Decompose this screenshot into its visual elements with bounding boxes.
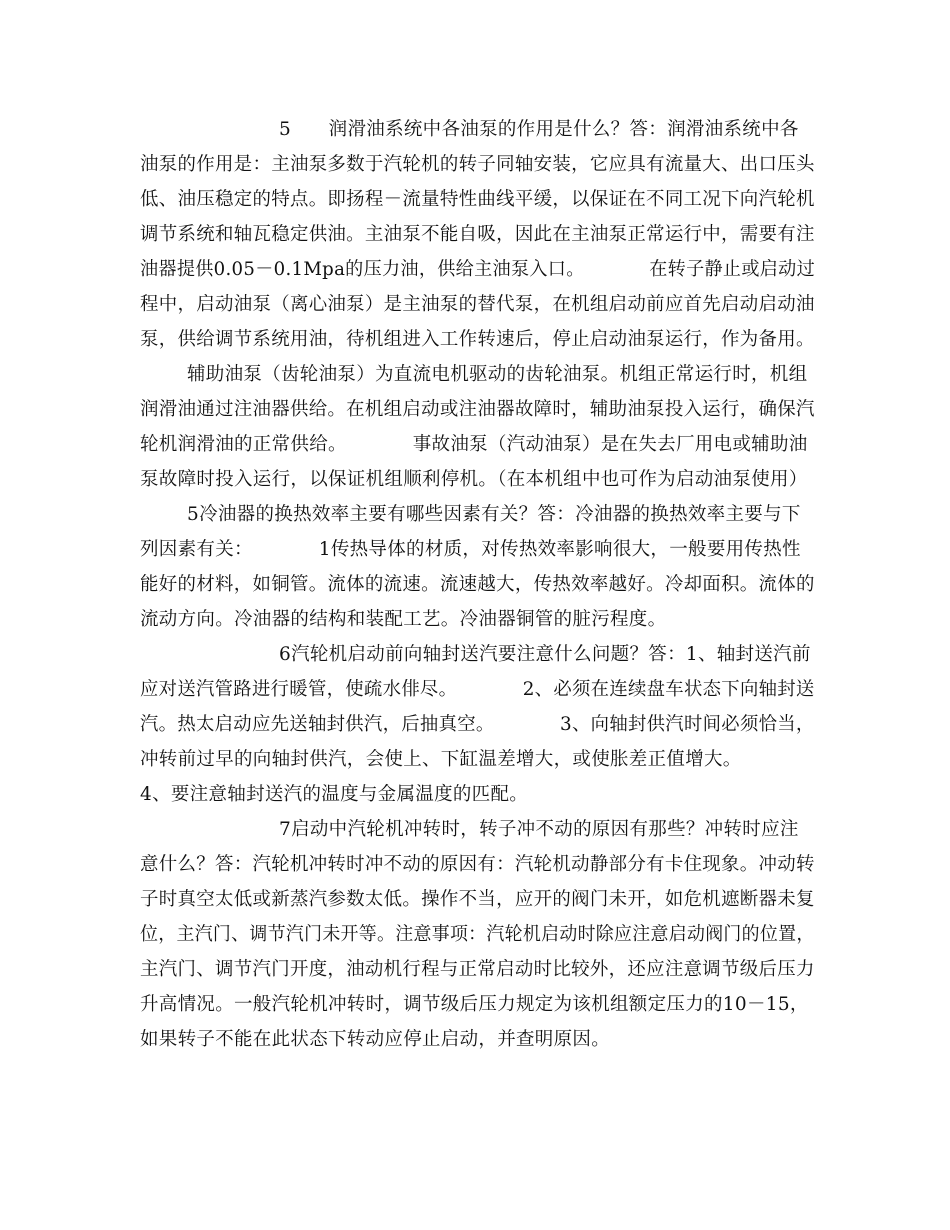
text-line: 油泵的作用是：主油泵多数于汽轮机的转子同轴安装，它应具有流量大、出口压头 [140, 154, 815, 175]
text-line: 辅助油泵（齿轮油泵）为直流电机驱动的齿轮油泵。机组正常运行时，机组 [187, 364, 808, 385]
text-line: 意什么？答：汽轮机冲转时冲不动的原因有：汽轮机动静部分有卡住现象。冲动转 [140, 854, 815, 875]
text-line: 流动方向。冷油器的结构和装配工艺。冷油器铜管的脏污程度。 [140, 609, 667, 630]
text-line: 冲转前过早的向轴封供汽，会使上、下缸温差增大，或使胀差正值增大。 [140, 749, 742, 770]
text-line: 轮机润滑油的正常供给。 事故油泵（汽动油泵）是在失去厂用电或辅助油 [140, 434, 808, 455]
text-line: 油器提供0.05－0.1Mpa的压力油，供给主油泵入口。 在转子静止或启动过 [140, 259, 815, 280]
text-line: 5冷油器的换热效率主要有哪些因素有关？答：冷油器的换热效率主要与下 [187, 504, 801, 525]
text-line: 主汽门、调节汽门开度，油动机行程与正常启动时比较外，还应注意调节级后压力 [140, 959, 815, 980]
text-line: 汽。热太启动应先送轴封供汽，后抽真空。 3、向轴封供汽时间必须恰当， [140, 714, 815, 735]
text-line: 泵，供给调节系统用油，待机组进入工作转速后，停止启动油泵运行，作为备用。 [140, 329, 815, 350]
text-line: 4、要注意轴封送汽的温度与金属温度的匹配。 [140, 784, 529, 805]
text-line: 7启动中汽轮机冲转时，转子冲不动的原因有那些？冲转时应注 [279, 819, 799, 840]
text-line: 6汽轮机启动前向轴封送汽要注意什么问题？答：1、轴封送汽前 [279, 644, 811, 665]
text-line: 润滑油通过注油器供给。在机组启动或注油器故障时，辅助油泵投入运行，确保汽 [140, 399, 815, 420]
text-line: 如果转子不能在此状态下转动应停止启动，并查明原因。 [140, 1029, 611, 1050]
text-line: 5 润滑油系统中各油泵的作用是什么？答：润滑油系统中各 [279, 119, 799, 140]
text-line: 程中，启动油泵（离心油泵）是主油泵的替代泵，在机组启动前应首先启动启动油 [140, 294, 815, 315]
text-line: 列因素有关： 1传热导体的材质，对传热效率影响很大，一般要用传热性 [140, 539, 801, 560]
text-line: 调节系统和轴瓦稳定供油。主油泵不能自吸，因此在主油泵正常运行中，需要有注 [140, 224, 815, 245]
text-line: 泵故障时投入运行，以保证机组顺利停机。（在本机组中也可作为启动油泵使用） [140, 469, 808, 490]
text-line: 低、油压稳定的特点。即扬程－流量特性曲线平缓，以保证在不同工况下向汽轮机 [140, 189, 815, 210]
text-line: 能好的材料，如铜管。流体的流速。流速越大，传热效率越好。冷却面积。流体的 [140, 574, 815, 595]
text-line: 子时真空太低或新蒸汽参数太低。操作不当，应开的阀门未开，如危机遮断器未复 [140, 889, 815, 910]
text-line: 位，主汽门、调节汽门未开等。注意事项：汽轮机启动时除应注意启动阀门的位置， [140, 924, 815, 945]
text-line: 应对送汽管路进行暖管，使疏水俳尽。 2、必须在连续盘车状态下向轴封送 [140, 679, 815, 700]
text-line: 升高情况。一般汽轮机冲转时，调节级后压力规定为该机组额定压力的10－15， [140, 994, 809, 1015]
